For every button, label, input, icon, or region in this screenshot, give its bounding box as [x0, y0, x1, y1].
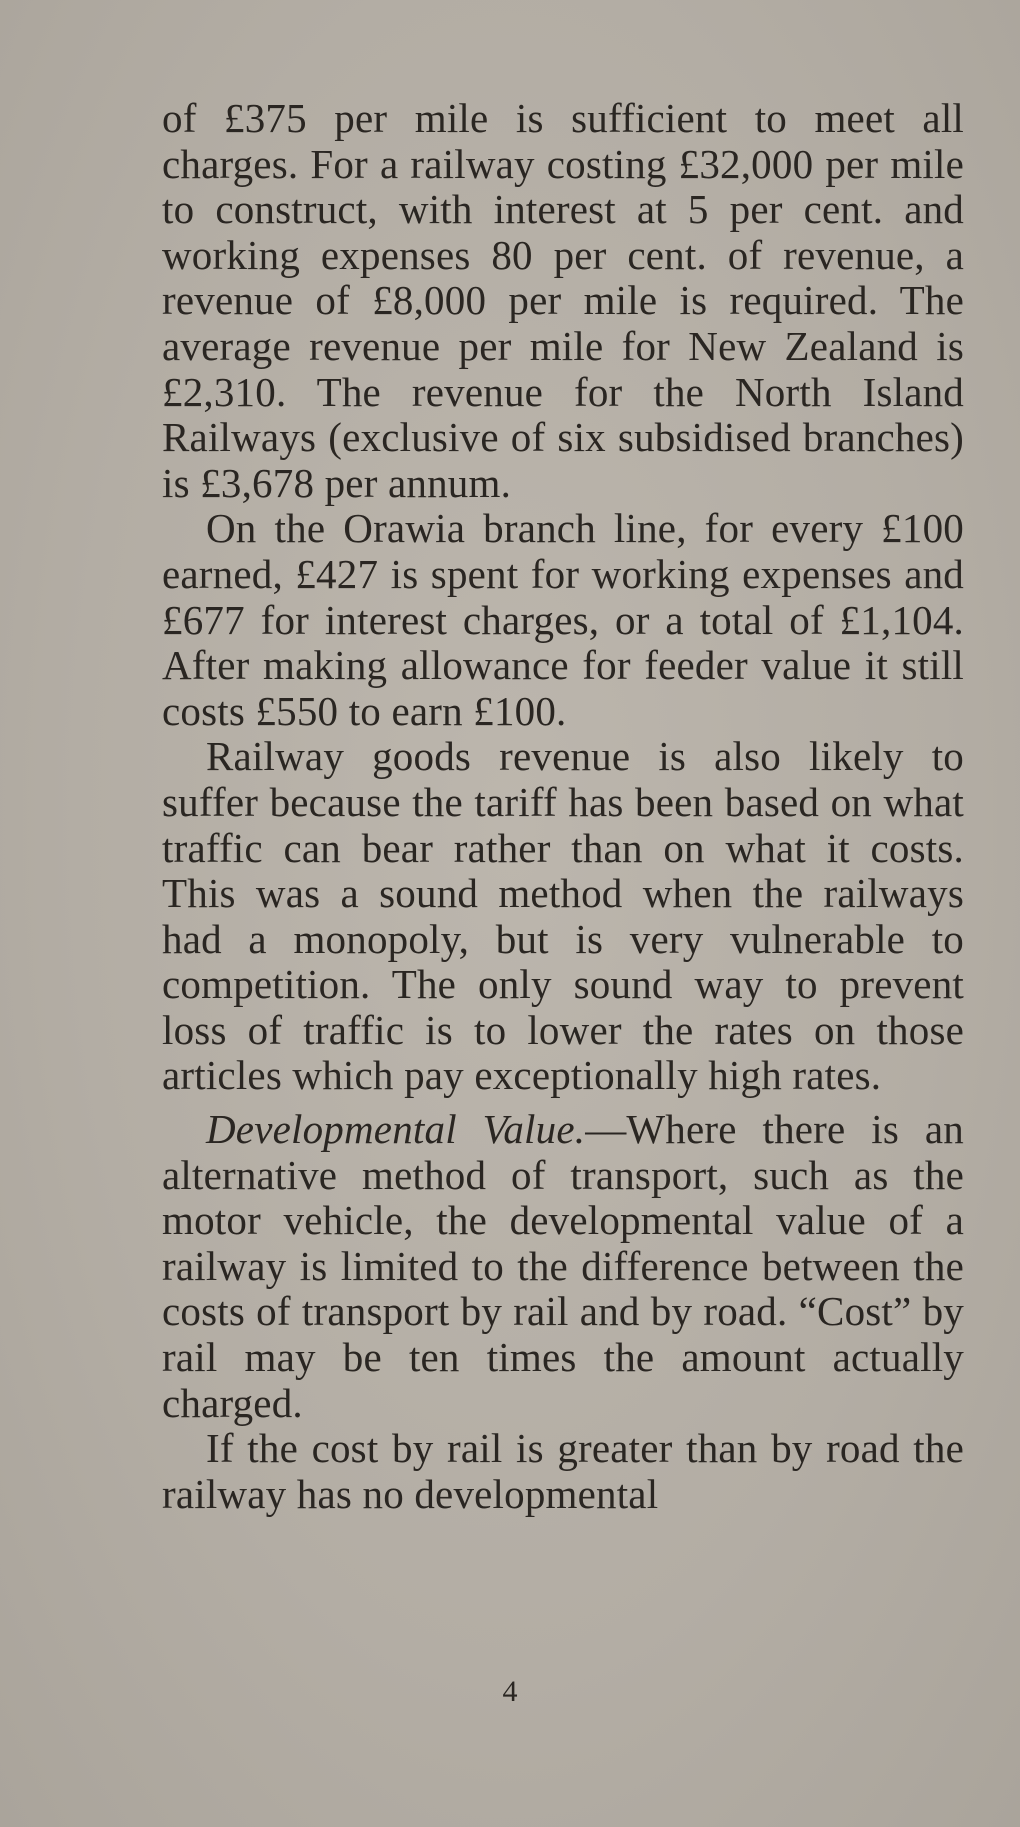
paragraph-2: On the Orawia branch line, for every £100 earned, £427 is spent for working expenses and £677 for interest charges, or a total of £1,104. After making allowance for feeder value it still costs £550 to earn £100.	[162, 505, 964, 734]
page-number: 4	[502, 1675, 518, 1708]
paragraph-5: If the cost by rail is greater than by road the railway has no developmental	[162, 1425, 964, 1517]
paragraph-4	[162, 1107, 964, 1426]
paragraph-1: of £375 per mile is sufficient to meet all charges. For a railway costing £32,000 per mile to construct, with interest at 5 per cent. and working expenses 80 per cent. of revenue, a revenue of £8,000 per mile is required. The average revenue per mile for New Zealand is £2,310. The revenue for the North Island Railways (exclusive of six subsidised branches) is £3,678 per annum.	[162, 95, 964, 506]
paragraph-3: Railway goods revenue is also likely to suffer because the tariff has been based on what traffic can bear rather than on what it costs. This was a sound method when the railways had a monopoly, but is very vulnerable to competition. The only sound way to prevent loss of traffic is to lower the rates on those articles which pay exceptionally high rates.	[162, 733, 964, 1099]
page-body	[162, 96, 964, 1517]
section-heading-developmental-value: Developmental Value.	[206, 1106, 586, 1153]
paragraph-4-body: —Where there is an alternative method of transport, such as the motor vehicle, the developmental value of a railway is limited to the difference between the costs of transport by rail and by road. “Cost” by rail may be ten times the amount actually charged.	[162, 1106, 964, 1426]
